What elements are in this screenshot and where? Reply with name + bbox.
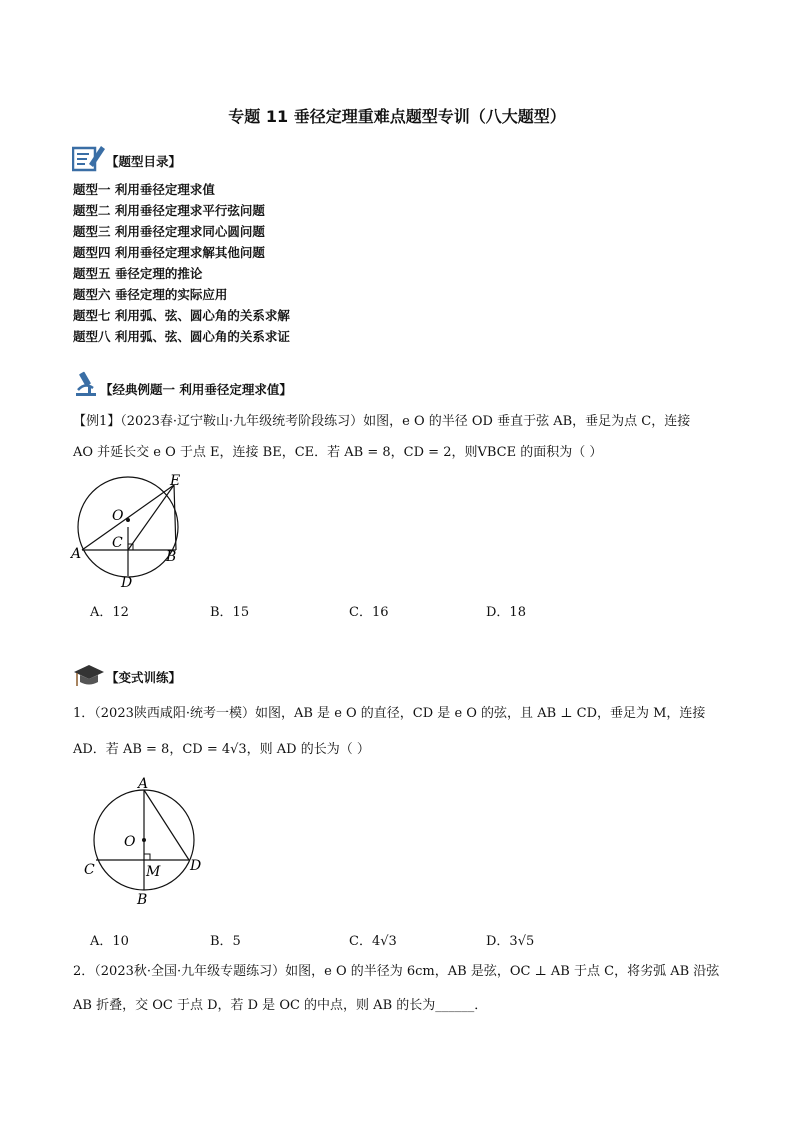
example-heading: 【经典例题一 利用垂径定理求值】: [100, 382, 292, 397]
toc-item-6: 题型六 垂径定理的实际应用: [73, 287, 228, 302]
toc-item-5: 题型五 垂径定理的推论: [73, 266, 203, 281]
practice-q1-option-c: C．4√3: [349, 934, 397, 949]
practice-1-circle-figure: [80, 776, 210, 908]
toc-heading: 【题型目录】: [106, 154, 182, 169]
toc-item-1: 题型一 利用垂径定理求值: [73, 182, 215, 197]
practice-heading: 【变式训练】: [106, 670, 182, 685]
example-option-d: D．18: [486, 605, 526, 620]
example-1-circle-figure: [66, 472, 196, 592]
label-a: A: [71, 546, 82, 562]
toc-item-4: 题型四 利用垂径定理求解其他问题: [73, 245, 265, 260]
example-text-line-2: AO 并延长交 e O 于点 E，连接 BE，CE．若 AB = 8，CD = 2，则VBCE 的面积为（ ）: [73, 445, 603, 460]
practice-q1-option-b: B．5: [210, 934, 241, 949]
label-d: D: [121, 575, 133, 591]
label-c: C: [112, 535, 123, 551]
graduation-cap-icon: [73, 662, 105, 690]
example-option-c: C．16: [349, 605, 389, 620]
toc-item-3: 题型三 利用垂径定理求同心圆问题: [73, 224, 265, 239]
practice-q1-option-a: A．10: [90, 934, 129, 949]
label-o: O: [124, 834, 136, 850]
practice-q1-line-1: 1．（2023陕西咸阳·统考一模）如图，AB 是 e O 的直径，CD 是 e O 的弦，且 AB ⊥ CD，垂足为 M，连接: [73, 706, 706, 721]
label-m: M: [146, 864, 161, 880]
microscope-icon: [73, 370, 99, 398]
label-b: B: [166, 549, 177, 565]
label-e: E: [170, 473, 181, 489]
toc-item-8: 题型八 利用弧、弦、圆心角的关系求证: [73, 329, 290, 344]
toc-item-2: 题型二 利用垂径定理求平行弦问题: [73, 203, 265, 218]
example-option-b: B．15: [210, 605, 250, 620]
practice-q2-line-2: AB 折叠，交 OC 于点 D，若 D 是 OC 的中点，则 AB 的长为______．: [73, 998, 488, 1013]
page-title: 专题 11 垂径定理重难点题型专训（八大题型）: [228, 107, 566, 126]
label-a: A: [138, 776, 149, 792]
practice-q1-option-d: D．3√5: [486, 934, 535, 949]
example-option-a: A．12: [90, 605, 129, 620]
practice-q1-line-2: AD．若 AB = 8，CD = 4√3，则 AD 的长为（ ）: [73, 742, 370, 757]
label-c: C: [84, 862, 95, 878]
notepad-pencil-icon: [72, 142, 106, 172]
label-o: O: [112, 508, 124, 524]
label-b: B: [137, 892, 148, 908]
example-text-line-1: 【例1】（2023春·辽宁鞍山·九年级统考阶段练习）如图，e O 的半径 OD 垂直于弦 AB，垂足为点 C，连接: [73, 414, 691, 429]
toc-item-7: 题型七 利用弧、弦、圆心角的关系求解: [73, 308, 290, 323]
label-d: D: [190, 858, 202, 874]
practice-q2-line-1: 2．（2023秋·全国·九年级专题练习）如图，e O 的半径为 6cm，AB 是弦，OC ⊥ AB 于点 C，将劣弧 AB 沿弦: [73, 964, 720, 979]
